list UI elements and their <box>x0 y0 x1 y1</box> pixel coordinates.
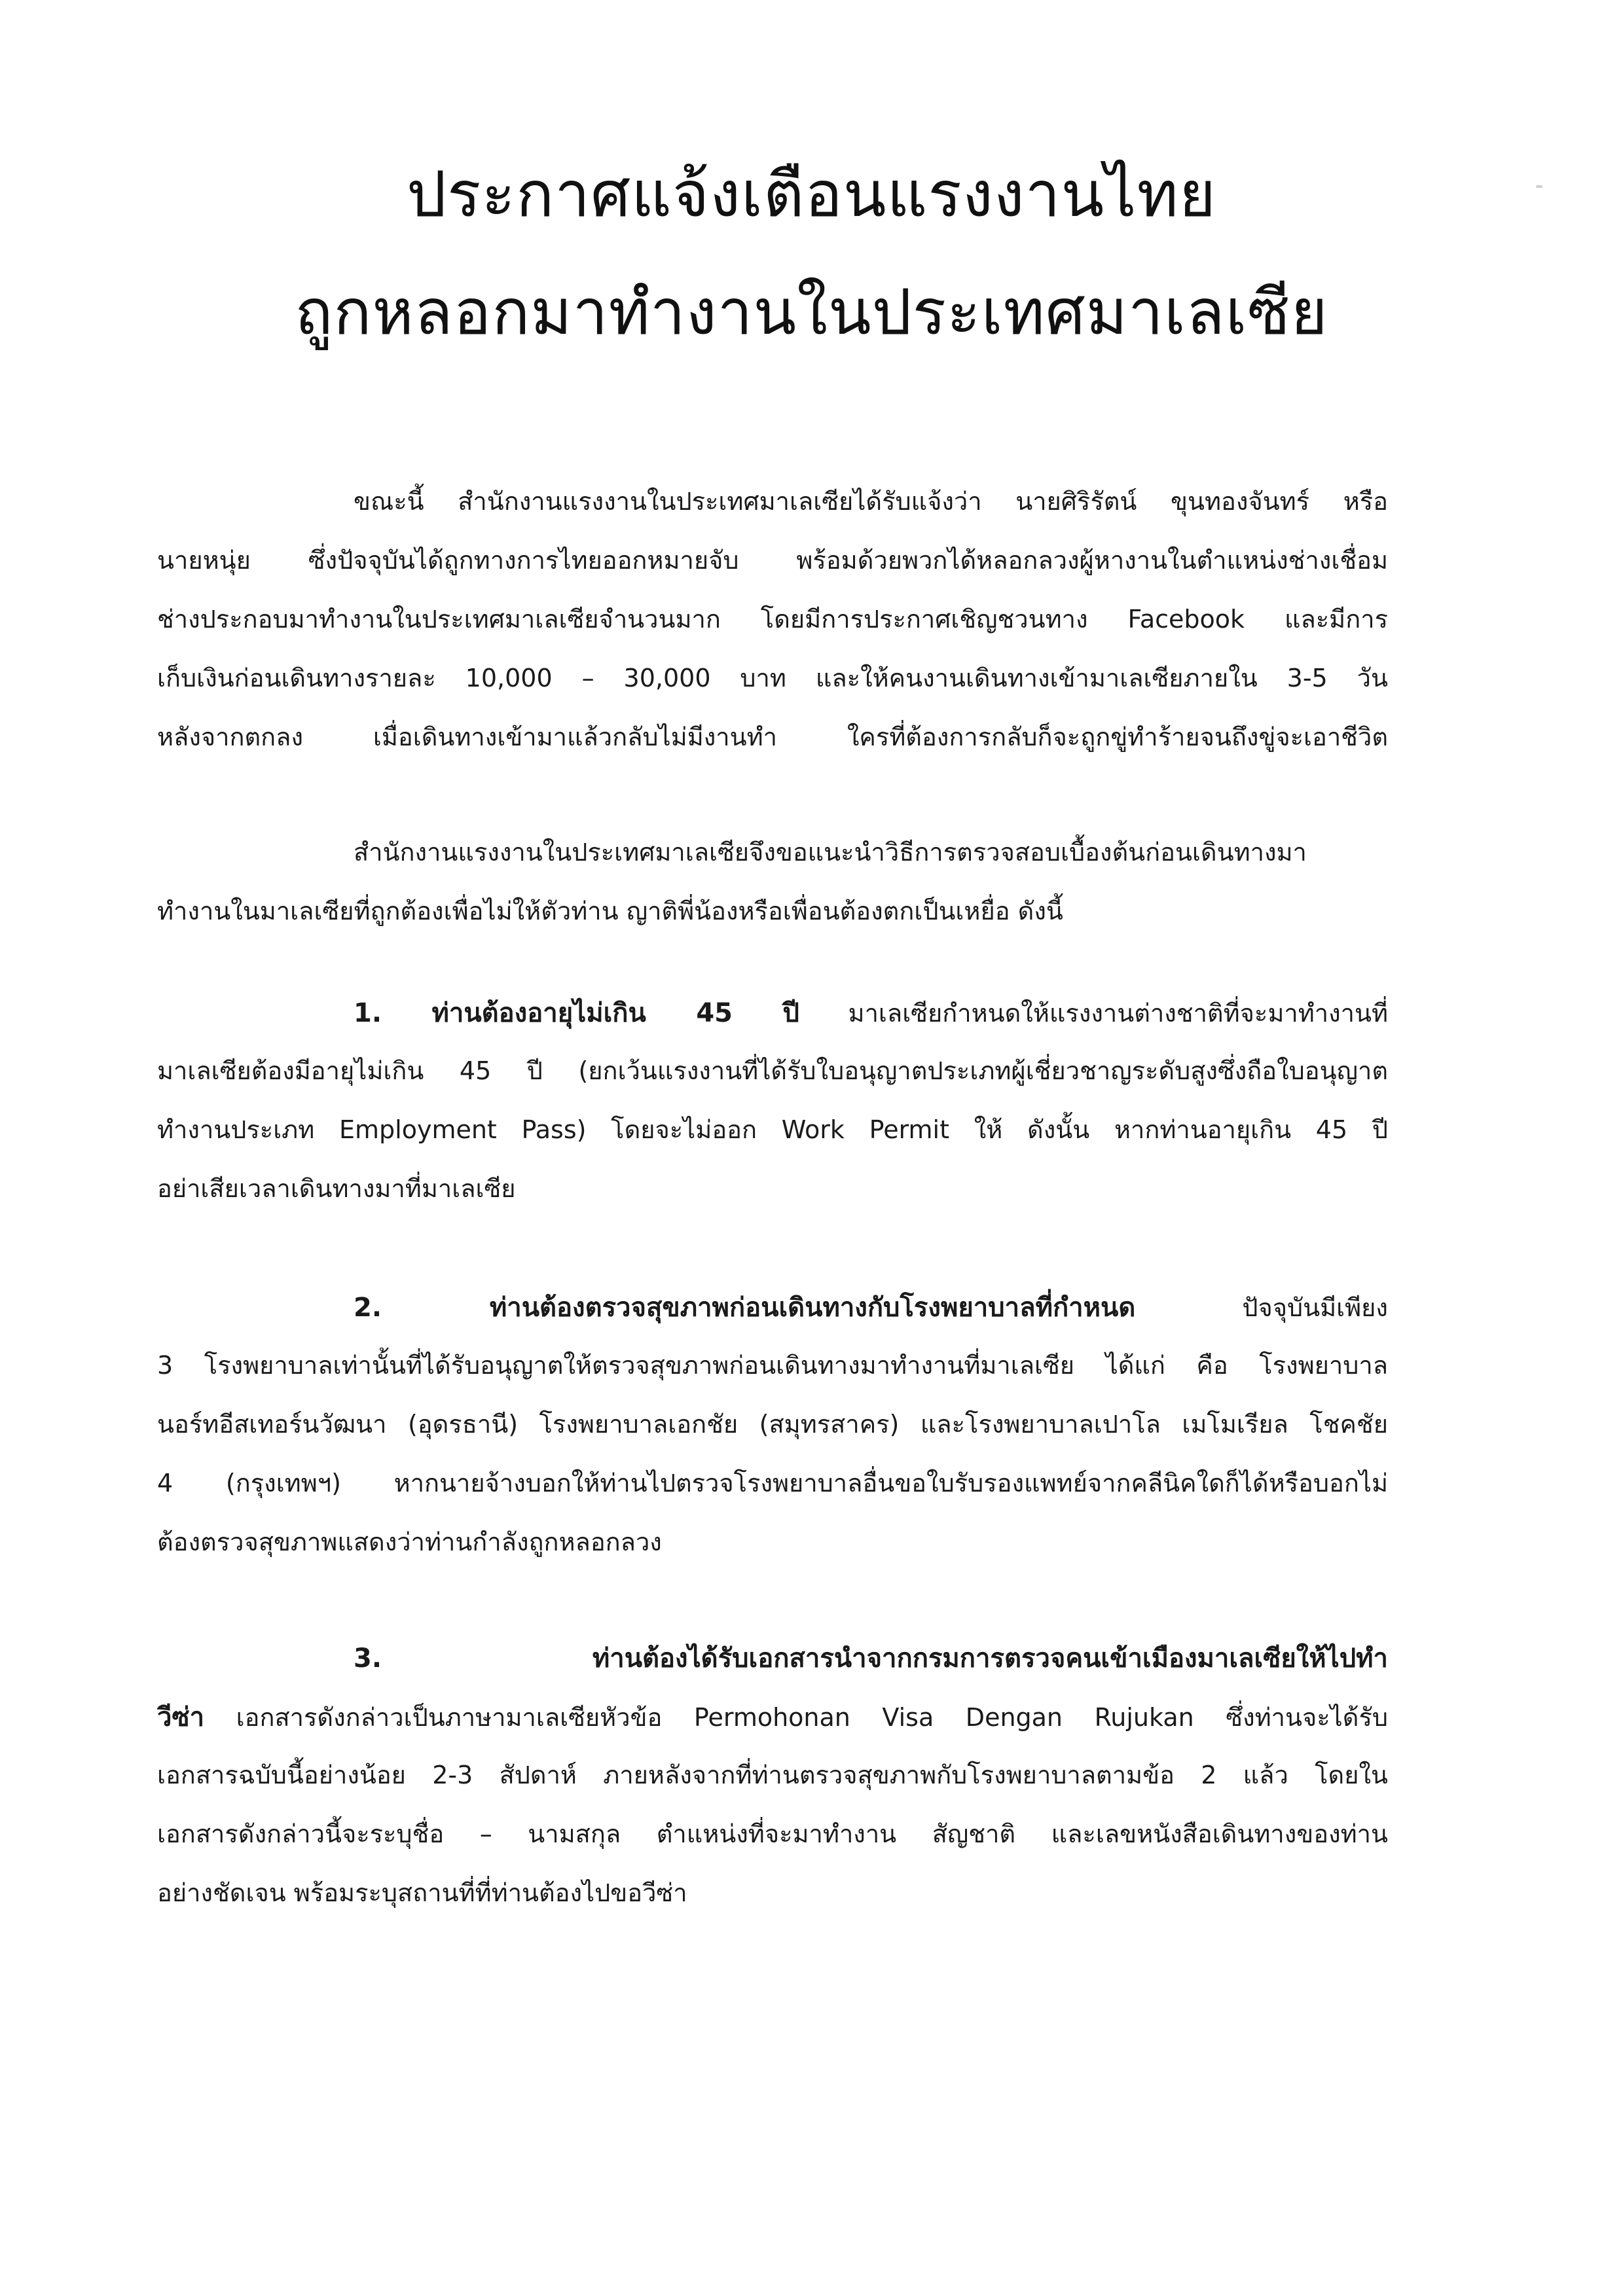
item2-line-1 <box>354 1291 1388 1325</box>
item3-heading: 3. ท่านต้องได้รับเอกสารนำจากกรมการตรวจคนเข้าเมืองมาเลเซียให้ไปทำ <box>354 1643 1388 1674</box>
item2-line-2: 3 โรงพยาบาลเท่านั้นที่ได้รับอนุญาตให้ตรวจสุขภาพก่อนเดินทางมาทำงานที่มาเลเซีย ได้แก่ คือ โรงพยาบาล <box>157 1351 1388 1380</box>
item1-line-4: อย่าเสียเวลาเดินทางมาที่มาเลเซีย <box>157 1174 516 1203</box>
item3-line-2 <box>157 1700 1388 1734</box>
para1-line-1: ขณะนี้ สำนักงานแรงงานในประเทศมาเลเซียได้รับแจ้งว่า นายศิริรัตน์ ขุนทองจันทร์ หรือ <box>354 487 1388 516</box>
item2-line1-rest: ปัจจุบันมีเพียง <box>1135 1293 1388 1322</box>
item1-line1-rest: มาเลเซียกำหนดให้แรงงานต่างชาติที่จะมาทำงานที่ <box>799 999 1389 1028</box>
item1-line-2: มาเลเซียต้องมีอายุไม่เกิน 45 ปี (ยกเว้นแรงงานที่ได้รับใบอนุญาตประเภทผู้เชี่ยวชาญระดับสูงซึ่งถือใบอนุญาต <box>157 1056 1388 1085</box>
item2-line-4: 4 (กรุงเทพฯ) หากนายจ้างบอกให้ท่านไปตรวจโรงพยาบาลอื่นขอใบรับรองแพทย์จากคลีนิคใดก็ได้หรือบอกไม่ <box>157 1469 1388 1498</box>
para1-line-5: หลังจากตกลง เมื่อเดินทางเข้ามาแล้วกลับไม่มีงานทำ ใครที่ต้องการกลับก็จะถูกขู่ทำร้ายจนถึงขู่จะเอาชีวิต <box>157 723 1388 751</box>
item1-heading: 1. ท่านต้องอายุไม่เกิน 45 ปี <box>354 998 799 1028</box>
item2-line-3: นอร์ทอีสเทอร์นวัฒนา (อุดรธานี) โรงพยาบาลเอกชัย (สมุทรสาคร) และโรงพยาบาลเปาโล เมโมเรียล โชคชัย <box>157 1410 1388 1439</box>
item3-line-4: เอกสารดังกล่าวนี้จะระบุชื่อ – นามสกุล ตำแหน่งที่จะมาทำงาน สัญชาติ และเลขหนังสือเดินทางของท่าน <box>157 1820 1388 1848</box>
item3-line-5: อย่างชัดเจน พร้อมระบุสถานที่ที่ท่านต้องไปขอวีซ่า <box>157 1878 687 1907</box>
item3-heading-cont: วีซ่า <box>157 1702 205 1732</box>
item3-line2-rest: เอกสารดังกล่าวเป็นภาษามาเลเซียหัวข้อ Permohonan Visa Dengan Rujukan ซึ่งท่านจะได้รับ <box>204 1703 1388 1732</box>
para2-line-1: สำนักงานแรงงานในประเทศมาเลเซียจึงขอแนะนำวิธีการตรวจสอบเบื้องต้นก่อนเดินทางมา <box>354 838 1307 867</box>
item3-line-1 <box>354 1641 1388 1676</box>
item3-line-3: เอกสารฉบับนี้อย่างน้อย 2-3 สัปดาห์ ภายหลังจากที่ท่านตรวจสุขภาพกับโรงพยาบาลตามข้อ 2 แล้ว โดยใน <box>157 1761 1388 1789</box>
para1-line-2: นายหนุ่ย ซึ่งปัจจุบันได้ถูกทางการไทยออกหมายจับ พร้อมด้วยพวกได้หลอกลวงผู้หางานในตำแหน่งช่างเชื่อม <box>157 546 1388 575</box>
item1-line-3: ทำงานประเภท Employment Pass) โดยจะไม่ออก Work Permit ให้ ดังนั้น หากท่านอายุเกิน 45 ปี <box>157 1115 1388 1144</box>
para1-line-3: ช่างประกอบมาทำงานในประเทศมาเลเซียจำนวนมาก โดยมีการประกาศเชิญชวนทาง Facebook และมีการ <box>157 605 1388 634</box>
item1-line-1 <box>354 996 1388 1030</box>
title-line-1: ประกาศแจ้งเตือนแรงงานไทย <box>407 158 1216 231</box>
item2-heading: 2. ท่านต้องตรวจสุขภาพก่อนเดินทางกับโรงพยาบาลที่กำหนด <box>354 1293 1136 1323</box>
title-line-2: ถูกหลอกมาทำงานในประเทศมาเลเซีย <box>295 276 1328 349</box>
para1-line-4: เก็บเงินก่อนเดินทางรายละ 10,000 – 30,000 บาท และให้คนงานเดินทางเข้ามาเลเซียภายใน 3-5 วัน <box>157 664 1388 692</box>
item2-line-5: ต้องตรวจสุขภาพแสดงว่าท่านกำลังถูกหลอกลวง <box>157 1528 662 1556</box>
para2-line-2: ทำงานในมาเลเซียที่ถูกต้องเพื่อไม่ให้ตัวท่าน ญาติพี่น้องหรือเพื่อนต้องตกเป็นเหยื่อ ดังนี้ <box>157 897 1063 925</box>
